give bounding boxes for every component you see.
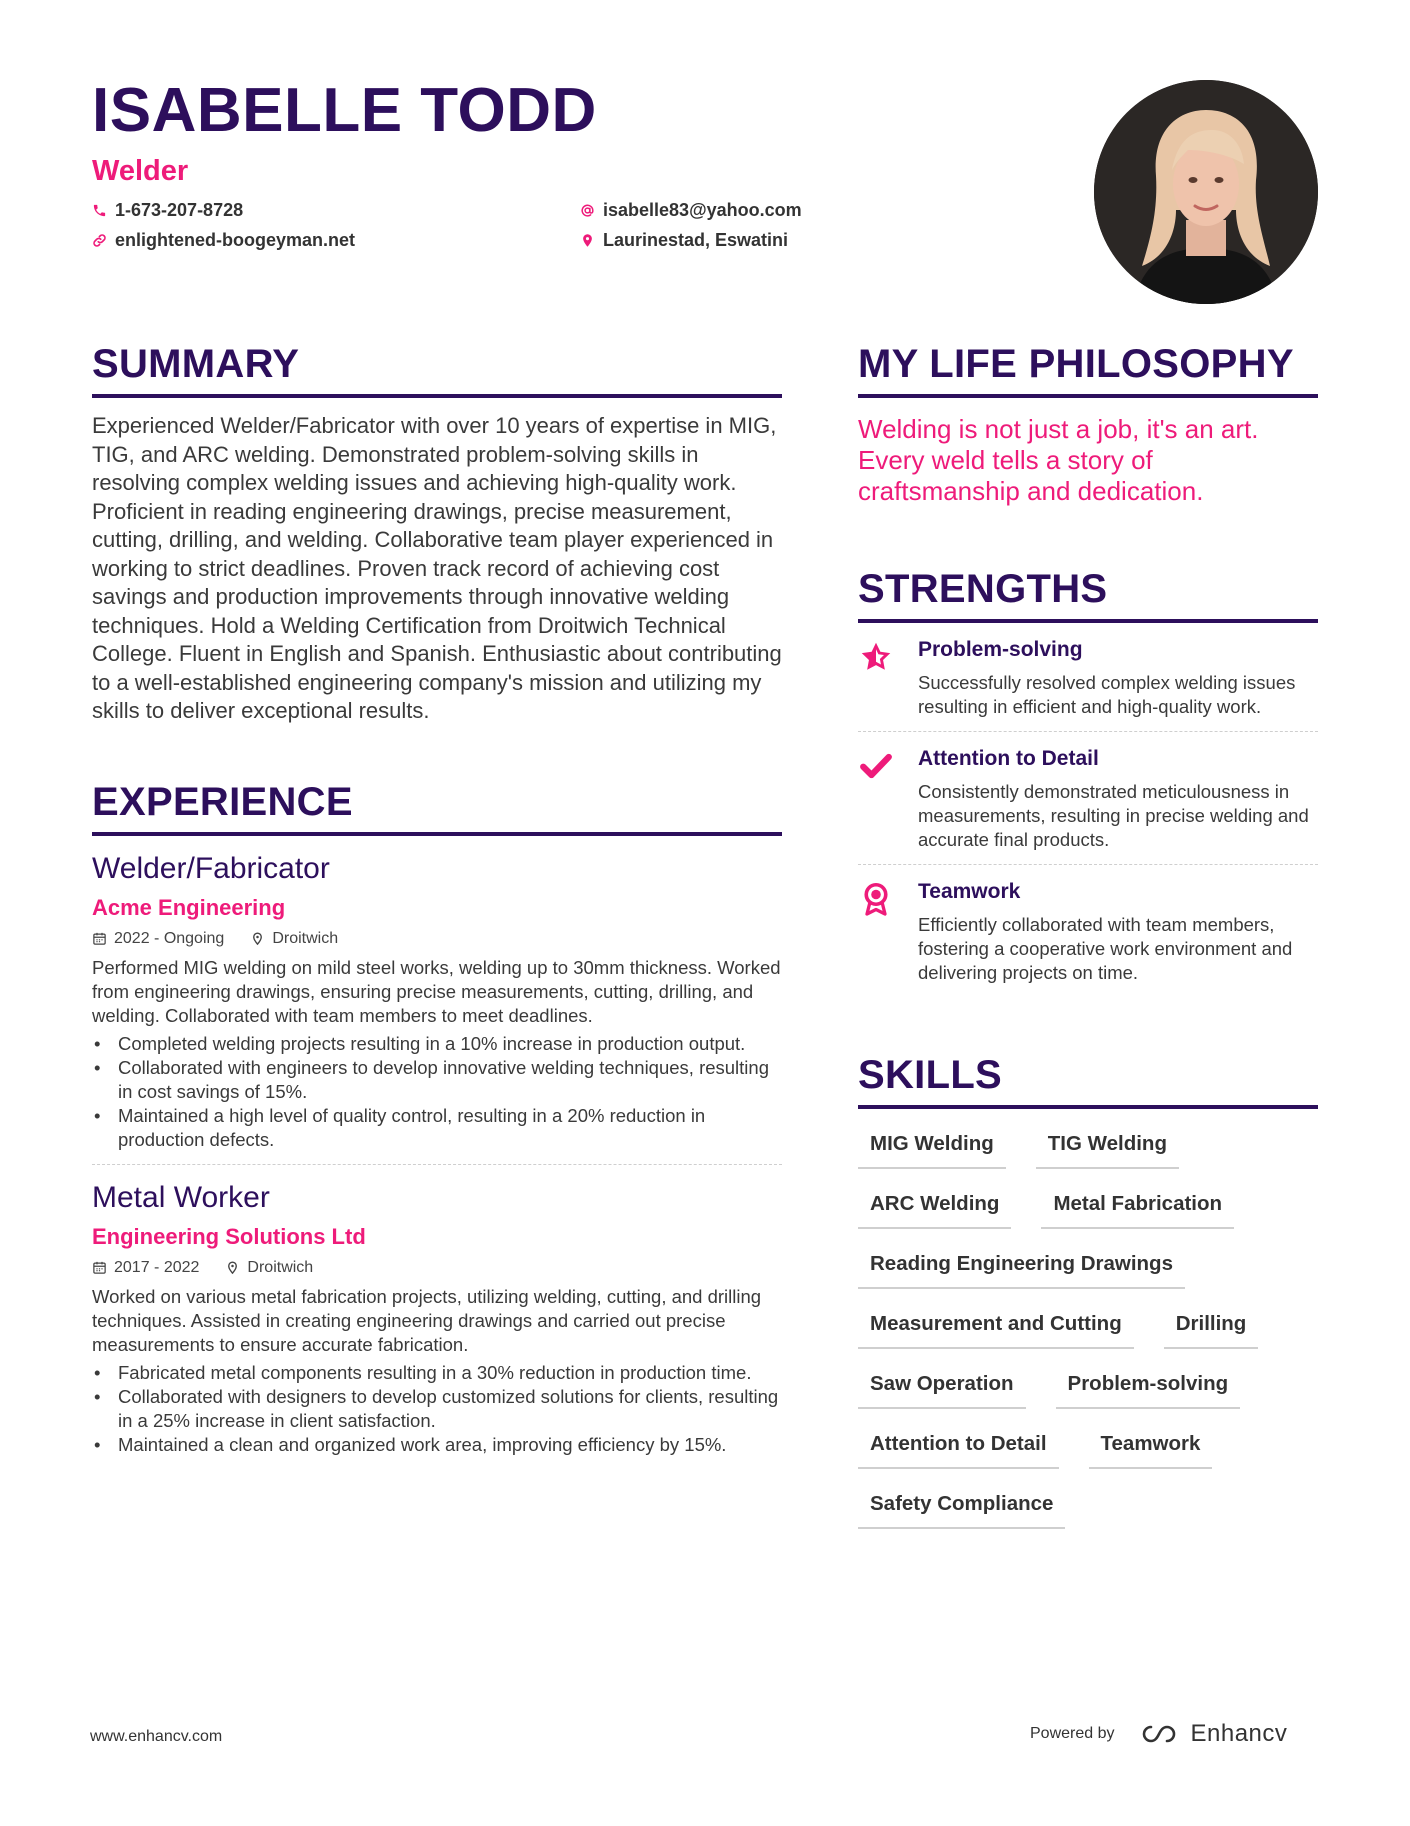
strength-title: Problem-solving: [918, 638, 1083, 661]
job-dates: [92, 1257, 199, 1279]
job-entry: [92, 850, 782, 1165]
skill-tag: MIG Welding: [858, 1123, 1006, 1169]
at-sign-icon: [580, 203, 595, 218]
award-ribbon-icon: [858, 881, 894, 917]
strength-icon-wrap: [858, 746, 918, 852]
strength-item: [858, 731, 1318, 864]
contact-website[interactable]: [92, 228, 355, 252]
skill-tag: Attention to Detail: [858, 1423, 1059, 1469]
job-company: Acme Engineering: [92, 894, 286, 920]
job-achievements: [92, 1032, 782, 1152]
strengths-section: [858, 565, 1318, 997]
enhancv-logo-icon: [1137, 1722, 1181, 1746]
location-pin-icon: [250, 931, 265, 946]
contact-phone: [92, 198, 243, 222]
footer-branding: [1030, 1720, 1287, 1748]
location-text: Laurinestad, Eswatini: [603, 230, 789, 250]
skill-tag: Problem-solving: [1056, 1363, 1241, 1409]
location-pin-icon: [580, 233, 595, 248]
resume-header: [92, 78, 1092, 260]
job-dates: [92, 928, 224, 950]
link-icon: [92, 233, 107, 248]
job-dates-text: 2017 - 2022: [114, 1258, 200, 1276]
strength-title: Attention to Detail: [918, 747, 1099, 770]
philosophy-heading: MY LIFE PHILOSOPHY: [858, 340, 1318, 398]
job-company: Engineering Solutions Ltd: [92, 1223, 366, 1249]
job-dates-text: 2022 - Ongoing: [114, 929, 225, 947]
skill-tag: Drilling: [1164, 1303, 1259, 1349]
profile-photo: [1094, 80, 1318, 304]
contact-info: [92, 198, 912, 260]
achievement-item: • Collaborated with engineers to develop innovative welding techniques, resulting in cost savings of 15%.: [92, 1056, 782, 1104]
footer-website[interactable]: www.enhancv.com: [90, 1728, 223, 1745]
achievement-item: • Maintained a clean and organized work area, improving efficiency by 15%.: [92, 1433, 782, 1457]
website-text[interactable]: enlightened-boogeyman.net: [115, 230, 356, 250]
strength-body: [918, 746, 1318, 852]
skill-tag: Reading Engineering Drawings: [858, 1243, 1185, 1289]
job-location: [250, 928, 338, 950]
skill-tag: Measurement and Cutting: [858, 1303, 1134, 1349]
job-location: [225, 1257, 313, 1279]
left-column: [92, 340, 782, 1457]
profile-photo-illustration: [1094, 80, 1318, 304]
summary-heading: SUMMARY: [92, 340, 782, 398]
strength-item: [858, 623, 1318, 731]
job-achievements: [92, 1361, 782, 1457]
contact-email[interactable]: [580, 198, 802, 222]
experience-heading: EXPERIENCE: [92, 778, 782, 836]
check-icon: [858, 748, 894, 784]
strength-description: Consistently demonstrated meticulousness in measurements, resulting in precise welding and accurate final products.: [918, 781, 1309, 850]
phone-icon: [92, 203, 107, 218]
job-location-text: Droitwich: [247, 1258, 314, 1276]
strength-title: Teamwork: [918, 880, 1021, 903]
skill-list: [858, 1123, 1318, 1543]
candidate-name: ISABELLE TODD: [92, 76, 597, 145]
philosophy-section: [858, 340, 1318, 507]
candidate-title: Welder: [92, 155, 189, 187]
skill-tag: Saw Operation: [858, 1363, 1026, 1409]
strengths-heading: STRENGTHS: [858, 565, 1318, 623]
job-title: Welder/Fabricator: [92, 851, 330, 885]
strength-description: Efficiently collaborated with team members, fostering a cooperative work environment and delivering projects on time.: [918, 914, 1293, 983]
strength-body: [918, 637, 1318, 719]
job-description: Performed MIG welding on mild steel works, welding up to 30mm thickness. Worked from engineering drawings, ensuring precise measurements, cutting, drilling, and welding. Collaborated with team members to meet deadlines.: [92, 956, 781, 1026]
strength-item: [858, 864, 1318, 997]
star-icon: [858, 639, 894, 675]
skill-tag: ARC Welding: [858, 1183, 1011, 1229]
skill-tag: TIG Welding: [1036, 1123, 1179, 1169]
skills-heading: SKILLS: [858, 1051, 1318, 1109]
skill-tag: Metal Fabrication: [1041, 1183, 1234, 1229]
philosophy-text: Welding is not just a job, it's an art. Every weld tells a story of craftsmanship and dedication.: [858, 414, 1259, 506]
skill-tag: Teamwork: [1089, 1423, 1213, 1469]
calendar-icon: [92, 1260, 107, 1275]
brand-name: Enhancv: [1190, 1720, 1288, 1747]
achievement-item: • Completed welding projects resulting in a 10% increase in production output.: [92, 1032, 782, 1056]
achievement-item: • Fabricated metal components resulting in a 30% reduction in production time.: [92, 1361, 782, 1385]
calendar-icon: [92, 931, 107, 946]
powered-by-text: Powered by: [1030, 1725, 1115, 1742]
strength-icon-wrap: [858, 637, 918, 719]
strength-description: Successfully resolved complex welding issues resulting in efficient and high-quality work.: [918, 672, 1296, 717]
achievement-item: • Maintained a high level of quality control, resulting in a 20% reduction in production defects.: [92, 1104, 782, 1152]
location-pin-icon: [225, 1260, 240, 1275]
summary-text: Experienced Welder/Fabricator with over 10 years of expertise in MIG, TIG, and ARC welding. Demonstrated problem-solving skills in resolving complex welding issues and achieving high-quality work. Proficient in reading engineering drawings, precise measurement, cutting, drilling, and welding. Collaborative team player experienced in working to strict deadlines. Proven track record of achieving cost savings and production improvements through innovative welding techniques. Hold a Welding Certification from Droitwich Technical College. Fluent in English and Spanish. Enthusiastic about contributing to a well-established engineering company's mission and utilizing my skills to deliver exceptional results.: [92, 413, 782, 723]
job-entry: [92, 1179, 782, 1457]
job-divider: [92, 1164, 782, 1165]
job-title: Metal Worker: [92, 1180, 270, 1214]
phone-text: 1-673-207-8728: [115, 200, 244, 220]
contact-location: [580, 228, 788, 252]
skill-tag: Safety Compliance: [858, 1483, 1065, 1529]
experience-section: [92, 778, 782, 1457]
job-location-text: Droitwich: [272, 929, 339, 947]
skills-section: [858, 1051, 1318, 1543]
job-description: Worked on various metal fabrication projects, utilizing welding, cutting, and drilling techniques. Assisted in creating engineering drawings and carried out precise measurements to ensure accurate fabrication.: [92, 1285, 762, 1355]
job-meta: [92, 1257, 782, 1279]
right-column: [858, 340, 1318, 1543]
achievement-item: • Collaborated with designers to develop customized solutions for clients, resulting in a 25% increase in client satisfaction.: [92, 1385, 782, 1433]
brand-logo[interactable]: [1137, 1720, 1288, 1748]
email-text[interactable]: isabelle83@yahoo.com: [603, 200, 802, 220]
strength-icon-wrap: [858, 879, 918, 985]
strength-body: [918, 879, 1318, 985]
job-meta: [92, 928, 782, 950]
summary-section: [92, 340, 782, 726]
